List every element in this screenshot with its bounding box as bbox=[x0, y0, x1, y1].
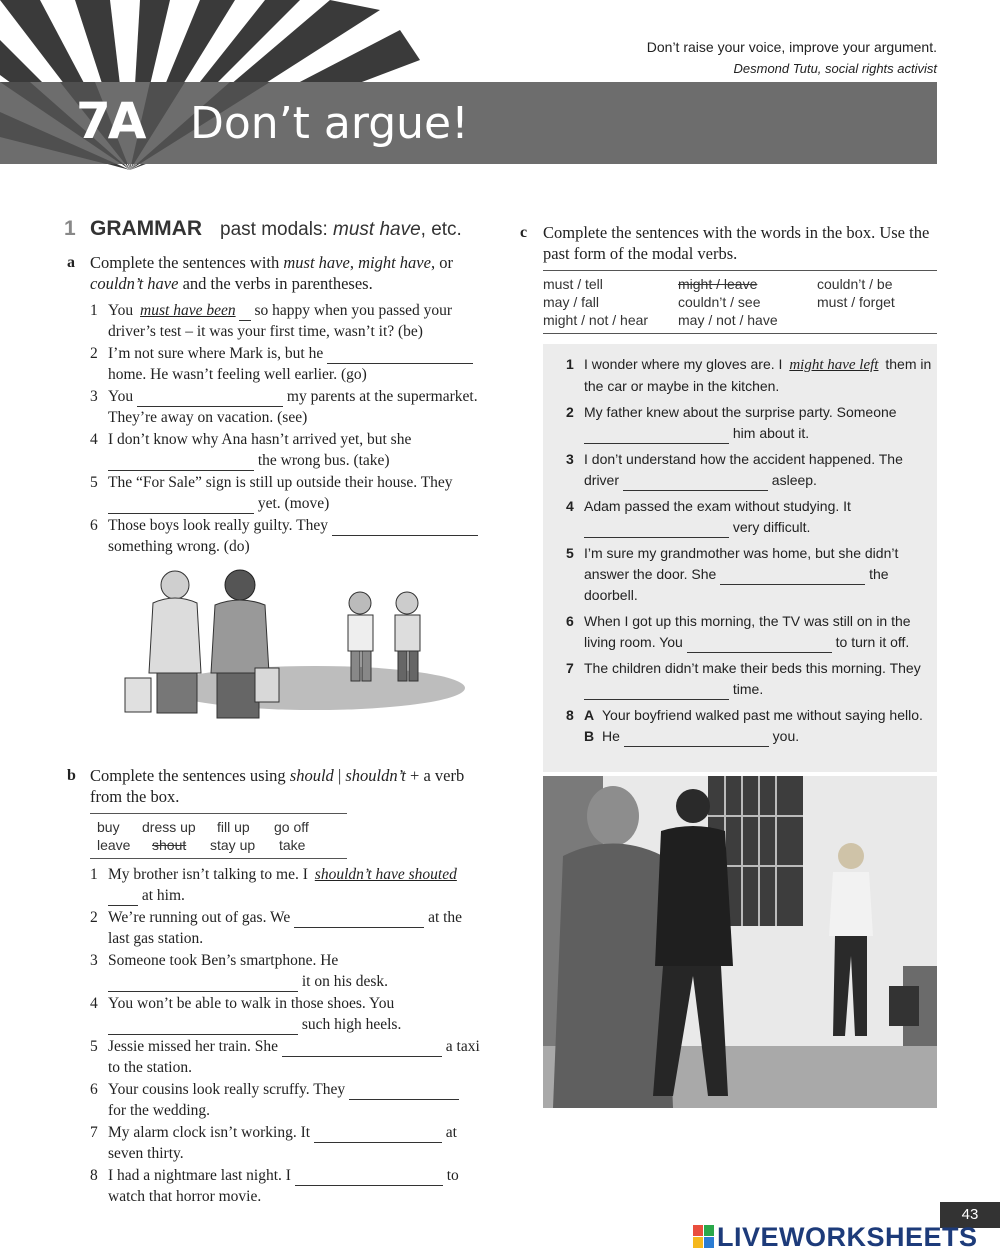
instr-part: , bbox=[349, 253, 359, 272]
answer-blank[interactable] bbox=[584, 427, 729, 444]
speaker-label: A bbox=[584, 707, 595, 723]
item-text: Adam passed the exam without studying. It bbox=[584, 498, 851, 514]
exercise-c-item bbox=[566, 354, 938, 397]
item-text: him about it. bbox=[729, 425, 810, 441]
item-number: 2 bbox=[566, 404, 574, 420]
exercise-b-item bbox=[90, 1079, 480, 1121]
exercise-c-item bbox=[566, 402, 938, 444]
exercise-c-item bbox=[566, 705, 938, 747]
item-text: such high heels. bbox=[298, 1016, 402, 1033]
exercise-b-item bbox=[90, 1165, 480, 1207]
item-text: something wrong. (do) bbox=[108, 538, 250, 555]
item-text: the wrong bus. (take) bbox=[254, 452, 390, 469]
item-text: yet. (move) bbox=[254, 495, 330, 512]
exercise-b-word-box bbox=[90, 813, 347, 859]
item-text: time. bbox=[729, 681, 764, 697]
word: go off bbox=[274, 819, 309, 835]
exercise-c-item bbox=[566, 543, 938, 606]
item-number: 4 bbox=[90, 431, 98, 448]
answer-blank[interactable] bbox=[137, 390, 283, 407]
item-number: 3 bbox=[566, 451, 574, 467]
exercise-b-item bbox=[90, 1122, 480, 1164]
item-text: to watch that horror movie. bbox=[108, 1167, 459, 1205]
instr-part: shouldn’t bbox=[345, 766, 406, 785]
word: might / not / hear bbox=[543, 312, 649, 328]
item-number: 8 bbox=[90, 1167, 98, 1184]
exercise-b-item bbox=[90, 864, 480, 906]
item-number: 3 bbox=[90, 952, 98, 969]
item-text: so happy when you passed your driver’s test – it was your first time, wasn’t it? (be) bbox=[108, 302, 453, 340]
exercise-a-item bbox=[90, 386, 485, 428]
item-text: Your cousins look really scruffy. They bbox=[108, 1081, 349, 1098]
watermark-text: LIVEWORKSHEETS bbox=[717, 1222, 978, 1252]
word: may / not / have bbox=[678, 312, 778, 328]
word: must / forget bbox=[817, 294, 895, 310]
unit-number: 7A bbox=[76, 92, 144, 150]
exercise-a-item bbox=[90, 343, 485, 385]
item-text: at him. bbox=[138, 887, 185, 904]
item-text: Jessie missed her train. She bbox=[108, 1038, 282, 1055]
item-text: home. He wasn’t feeling well earlier. (go) bbox=[108, 366, 367, 383]
item-text: I wonder where my gloves are. I bbox=[584, 356, 787, 372]
item-number: 6 bbox=[566, 613, 574, 629]
item-text: to turn it off. bbox=[831, 634, 910, 650]
exercise-a-item bbox=[90, 515, 485, 557]
watermark bbox=[693, 1222, 978, 1254]
item-text: Those boys look really guilty. They bbox=[108, 517, 332, 534]
item-number: 2 bbox=[90, 909, 98, 926]
instr-part: should bbox=[289, 766, 334, 785]
section-subtitle bbox=[220, 219, 462, 241]
answer-blank[interactable] bbox=[108, 889, 138, 906]
answer-blank[interactable] bbox=[314, 1126, 442, 1143]
answer-blank[interactable] bbox=[687, 636, 832, 653]
section-title: GRAMMAR bbox=[90, 217, 202, 240]
answer-blank[interactable] bbox=[108, 1018, 298, 1035]
unit-title: Don’t argue! bbox=[190, 98, 469, 149]
exercise-c-instruction: Complete the sentences with the words in the box. Use the past form of the modal verbs. bbox=[543, 223, 930, 263]
answer-blank[interactable] bbox=[584, 683, 729, 700]
answer-filled[interactable]: shouldn’t have shouted bbox=[314, 866, 457, 883]
item-number: 8 bbox=[566, 707, 574, 723]
exercise-a-item bbox=[90, 472, 485, 514]
answer-blank[interactable] bbox=[295, 1169, 443, 1186]
item-text: You won’t be able to walk in those shoes. You bbox=[108, 995, 395, 1012]
answer-blank[interactable] bbox=[584, 521, 729, 538]
item-number: 1 bbox=[90, 866, 98, 883]
word: may / fall bbox=[543, 294, 600, 310]
item-text: My father knew about the surprise party. Someone bbox=[584, 404, 897, 420]
item-number: 3 bbox=[90, 388, 98, 405]
item-text: My brother isn’t talking to me. I bbox=[108, 866, 312, 883]
item-text: at the last gas station. bbox=[108, 909, 463, 947]
exercise-b-item bbox=[90, 950, 480, 992]
exercise-b-letter: b bbox=[67, 767, 76, 784]
exercise-c-item bbox=[566, 449, 938, 491]
item-number: 1 bbox=[90, 302, 98, 319]
exercise-a-instruction bbox=[90, 252, 490, 294]
instr-part: + a verb from the box. bbox=[90, 766, 465, 806]
item-text: The “For Sale” sign is still up outside their house. They bbox=[108, 474, 453, 491]
answer-blank[interactable] bbox=[349, 1083, 459, 1100]
word: take bbox=[279, 837, 306, 853]
section-number: 1 bbox=[64, 217, 76, 240]
item-text: I’m sure my grandmother was home, but she didn’t answer the door. She bbox=[584, 545, 899, 582]
exercise-c-item bbox=[566, 611, 938, 653]
guilty-boys-illustration bbox=[105, 563, 465, 731]
item-text: I don’t understand how the accident happened. The driver bbox=[584, 451, 903, 488]
item-text: very difficult. bbox=[729, 519, 811, 535]
exercise-c-item bbox=[566, 496, 938, 538]
item-text: My alarm clock isn’t working. It bbox=[108, 1124, 314, 1141]
exercise-b-list bbox=[90, 864, 480, 1208]
exercise-b-item bbox=[90, 993, 480, 1035]
answer-blank[interactable] bbox=[720, 568, 865, 585]
item-number: 5 bbox=[90, 474, 98, 491]
answer-blank[interactable] bbox=[108, 975, 298, 992]
item-number: 6 bbox=[90, 1081, 98, 1098]
instr-part: Complete the sentences with bbox=[90, 253, 284, 272]
item-text: When I got up this morning, the TV was still on in the living room. You bbox=[584, 613, 911, 650]
answer-blank[interactable] bbox=[332, 519, 478, 536]
item-text: I’m not sure where Mark is, but he bbox=[108, 345, 328, 362]
exercise-b-item bbox=[90, 1036, 480, 1078]
answer-filled[interactable]: might have left bbox=[789, 357, 879, 373]
item-text: You bbox=[108, 388, 138, 405]
exercise-b-instruction bbox=[90, 765, 490, 807]
word-crossed-out: might / leave bbox=[678, 276, 758, 292]
exercise-c-list bbox=[566, 354, 938, 752]
word: couldn’t / see bbox=[678, 294, 761, 310]
instr-part: , or bbox=[430, 253, 453, 272]
subtitle-prefix: past modals: bbox=[220, 219, 333, 240]
exercise-c-word-box bbox=[543, 270, 937, 334]
item-text: the doorbell. bbox=[584, 566, 889, 603]
item-text: Your boyfriend walked past me without saying hello. bbox=[602, 707, 923, 723]
word: couldn’t / be bbox=[817, 276, 893, 292]
word: fill up bbox=[217, 819, 250, 835]
answer-blank[interactable] bbox=[108, 454, 254, 471]
word-crossed-out: shout bbox=[152, 837, 187, 853]
item-text: for the wedding. bbox=[108, 1102, 211, 1119]
item-text: We’re running out of gas. We bbox=[108, 909, 295, 926]
exercise-b-item bbox=[90, 907, 480, 949]
word: must / tell bbox=[543, 276, 603, 292]
item-text: it on his desk. bbox=[298, 973, 388, 990]
answer-blank[interactable] bbox=[327, 347, 473, 364]
instr-part: must have bbox=[283, 253, 350, 272]
item-text: a taxi to the station. bbox=[108, 1038, 480, 1076]
item-text: you. bbox=[768, 728, 800, 744]
street-photo bbox=[543, 776, 937, 1108]
item-text: I had a nightmare last night. I bbox=[108, 1167, 295, 1184]
item-number: 5 bbox=[90, 1038, 98, 1055]
answer-blank[interactable] bbox=[623, 474, 768, 491]
word: stay up bbox=[210, 837, 256, 853]
answer-filled[interactable]: must have been bbox=[140, 302, 236, 319]
dialogue-line-b bbox=[584, 726, 938, 747]
item-text: I don’t know why Ana hasn’t arrived yet, but she bbox=[108, 431, 412, 448]
item-number: 4 bbox=[566, 498, 574, 514]
instr-part: might have bbox=[358, 253, 431, 272]
item-number: 5 bbox=[566, 545, 574, 561]
item-text: You bbox=[108, 302, 138, 319]
speaker-label: B bbox=[584, 728, 595, 744]
item-text: He bbox=[602, 728, 624, 744]
answer-blank[interactable] bbox=[239, 304, 251, 321]
item-text: my parents at the supermarket. They’re away on vacation. (see) bbox=[108, 388, 478, 426]
exercise-c-letter: c bbox=[520, 224, 528, 241]
item-text: them in the car or maybe in the kitchen. bbox=[584, 356, 932, 394]
quote-text: Don’t raise your voice, improve your argument. bbox=[646, 39, 937, 55]
word: buy bbox=[97, 819, 120, 835]
item-number: 7 bbox=[566, 660, 574, 676]
liveworksheets-logo-icon bbox=[693, 1225, 715, 1249]
answer-blank[interactable] bbox=[108, 497, 254, 514]
item-text: at seven thirty. bbox=[108, 1124, 457, 1162]
dialogue-line-a bbox=[584, 705, 938, 726]
exercise-a-item bbox=[90, 429, 485, 471]
subtitle-suffix: , etc. bbox=[420, 219, 462, 240]
exercise-c-item bbox=[566, 658, 938, 700]
header-quote bbox=[647, 36, 937, 80]
item-text: Someone took Ben’s smartphone. He bbox=[108, 952, 339, 969]
instr-part: couldn’t have bbox=[90, 274, 179, 293]
answer-blank[interactable] bbox=[282, 1040, 442, 1057]
instr-part: and the verbs in parentheses. bbox=[178, 274, 373, 293]
exercise-a-letter: a bbox=[67, 254, 75, 271]
page-number: 43 bbox=[940, 1202, 1000, 1228]
word: leave bbox=[97, 837, 131, 853]
item-number: 4 bbox=[90, 995, 98, 1012]
answer-blank[interactable] bbox=[624, 730, 769, 747]
word: dress up bbox=[142, 819, 196, 835]
exercise-a-item bbox=[90, 300, 485, 342]
quote-author: Desmond Tutu, social rights activist bbox=[733, 61, 937, 76]
item-number: 7 bbox=[90, 1124, 98, 1141]
instr-part: | bbox=[333, 766, 346, 785]
item-number: 2 bbox=[90, 345, 98, 362]
instr-part: Complete the sentences using bbox=[90, 766, 290, 785]
exercise-a-list bbox=[90, 300, 485, 558]
answer-blank[interactable] bbox=[294, 911, 424, 928]
item-number: 6 bbox=[90, 517, 98, 534]
item-text: The children didn’t make their beds this morning. They bbox=[584, 660, 921, 676]
subtitle-italic: must have bbox=[333, 219, 421, 240]
item-text: asleep. bbox=[767, 472, 817, 488]
item-number: 1 bbox=[566, 356, 574, 372]
